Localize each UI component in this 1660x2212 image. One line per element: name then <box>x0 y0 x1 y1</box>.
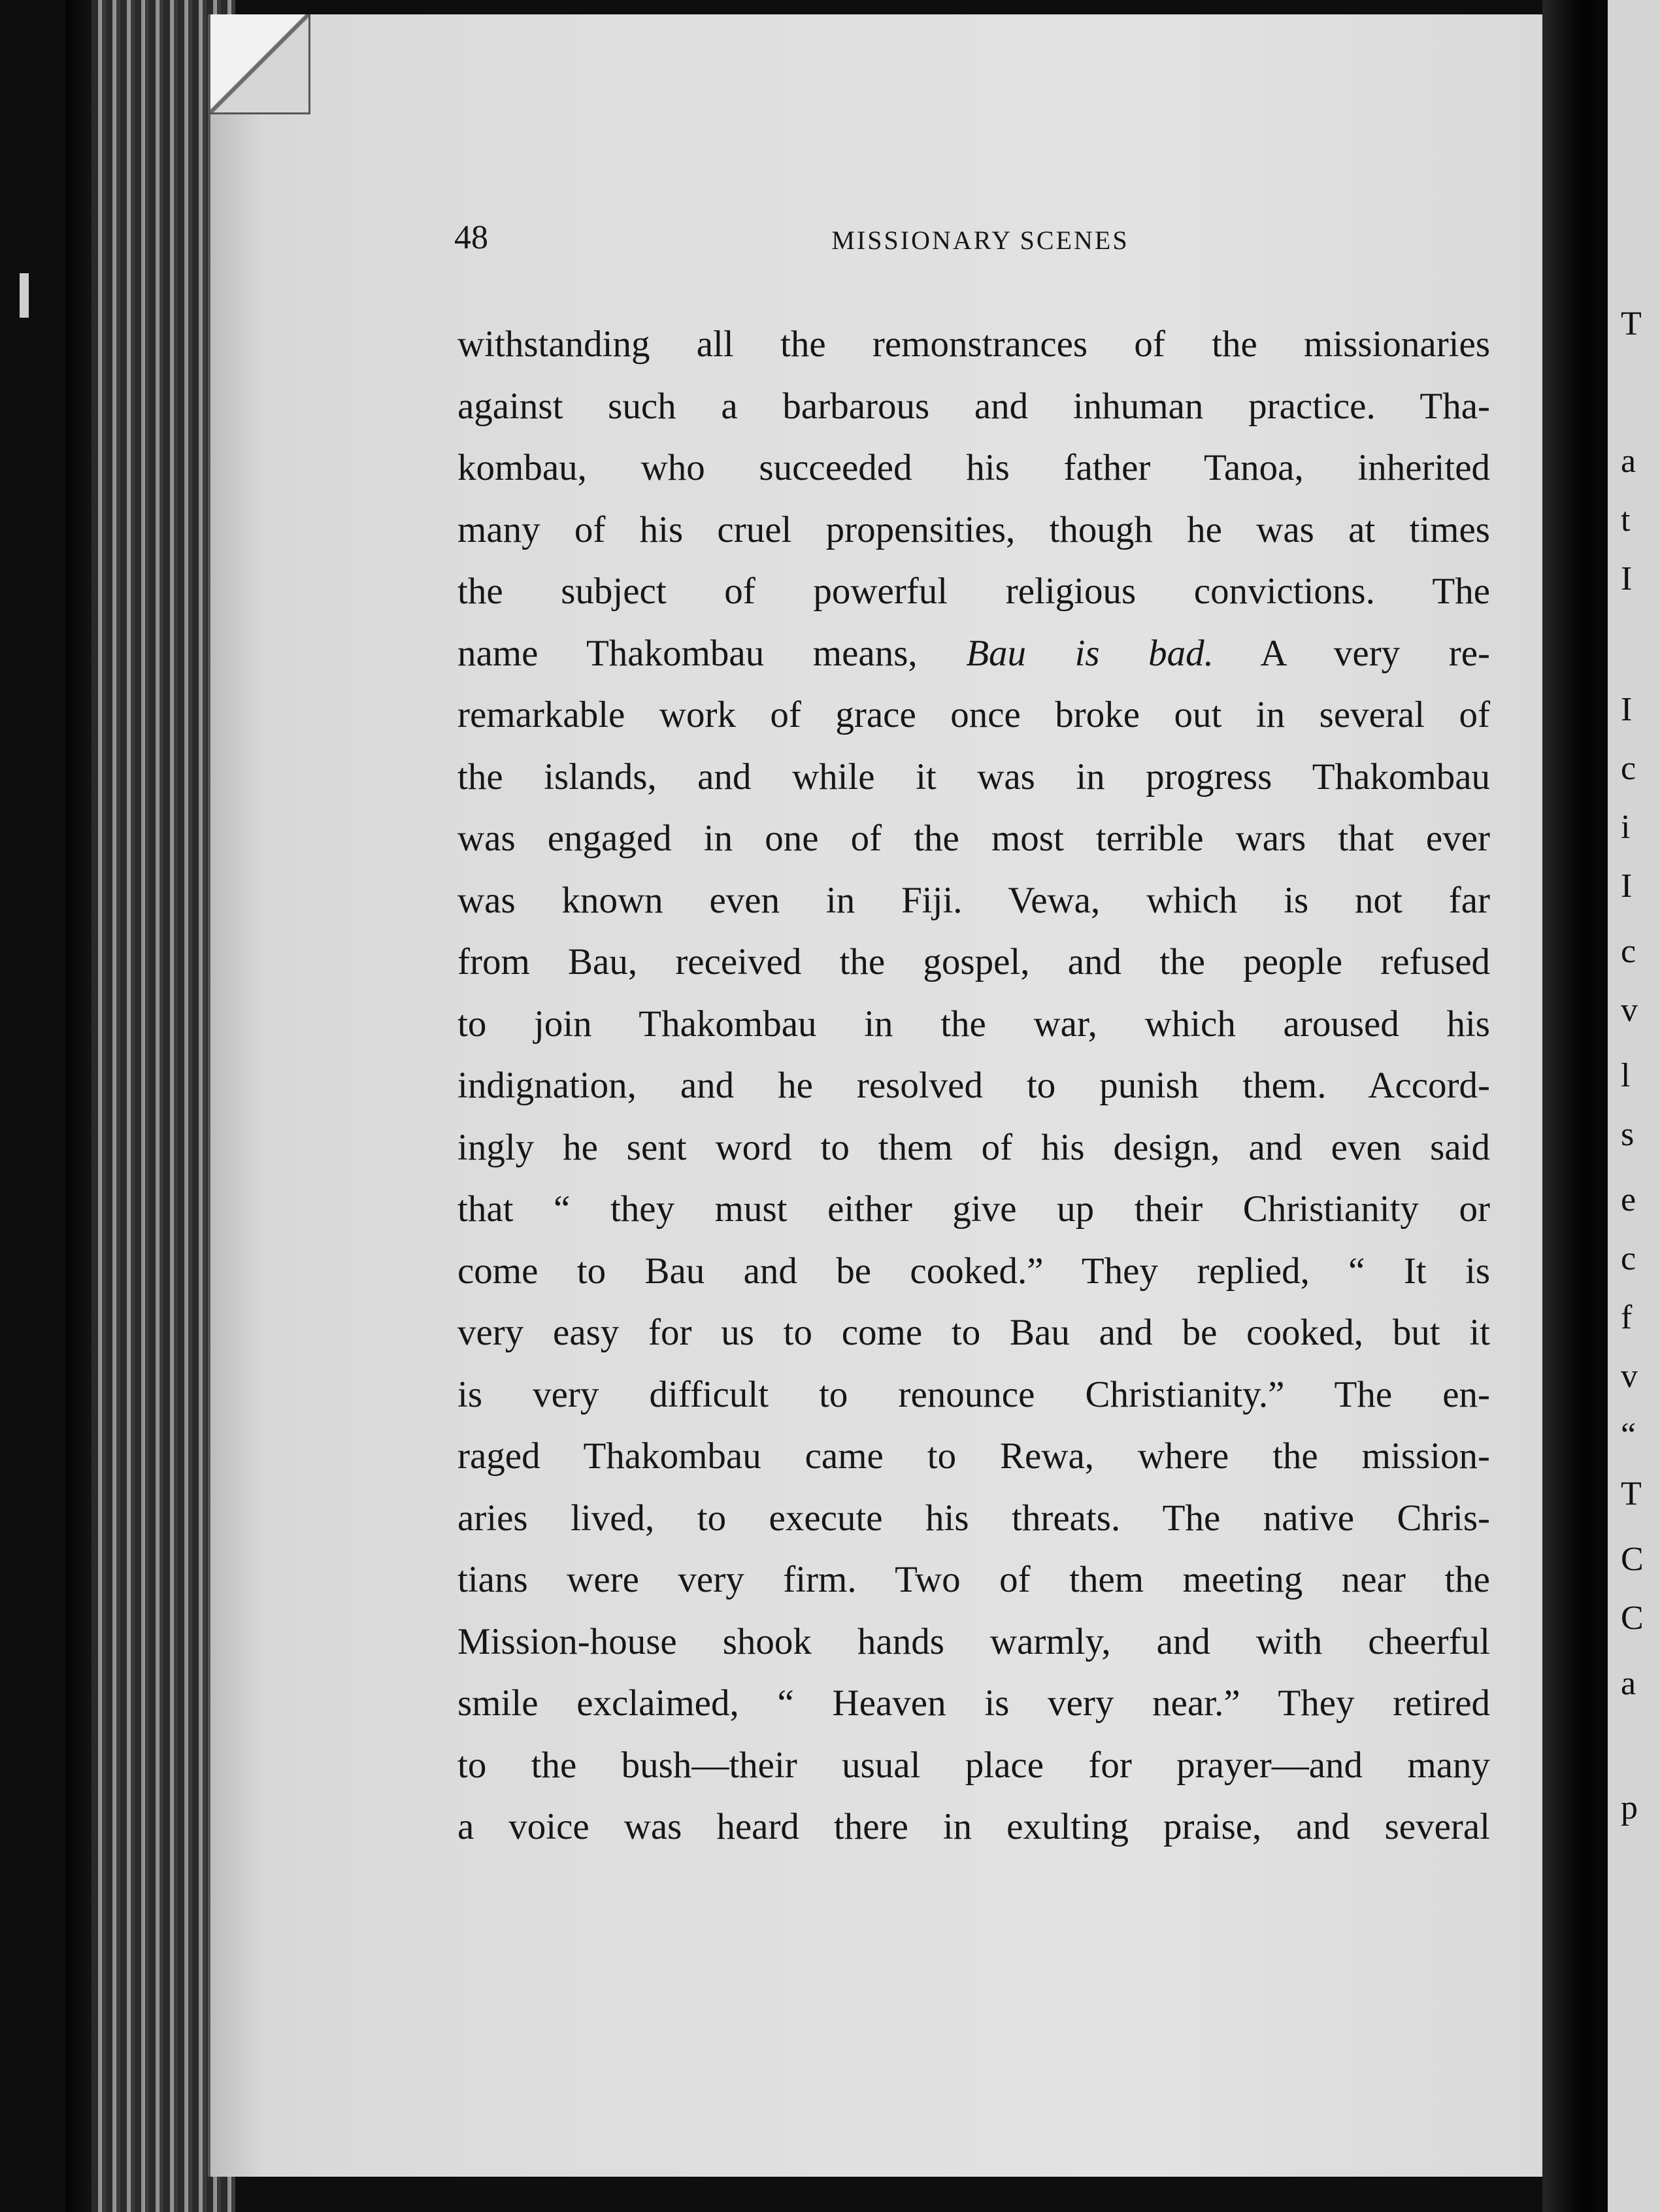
running-head <box>454 218 1480 271</box>
text-line: the islands, and while it was in progress Thakombau <box>457 756 1490 797</box>
text-line: against such a barbarous and inhuman practice. Tha- <box>457 385 1490 427</box>
text-line: tians were very firm. Two of them meeting near the <box>457 1559 1490 1600</box>
text-line: raged Thakombau came to Rewa, where the mission- <box>457 1435 1490 1477</box>
line-segment: A very re- <box>1260 632 1491 674</box>
text-line: from Bau, received the gospel, and the people refused <box>457 941 1490 982</box>
facing-page-letter: C <box>1621 1600 1644 1637</box>
body-text <box>457 314 1490 1858</box>
facing-page-letter: p <box>1621 1789 1638 1826</box>
facing-page-letter: I <box>1621 560 1633 597</box>
text-line: that “ they must either give up their Christianity or <box>457 1188 1490 1230</box>
text-line: smile exclaimed, “ Heaven is very near.” They retired <box>457 1683 1490 1724</box>
facing-page-letter: c <box>1621 1240 1636 1277</box>
text-line: very easy for us to come to Bau and be cooked, but it <box>457 1312 1490 1353</box>
facing-page-letter: c <box>1621 750 1636 787</box>
text-line: ingly he sent word to them of his design, and even said <box>457 1126 1490 1168</box>
text-line: to the bush—their usual place for prayer—and many <box>457 1744 1490 1786</box>
facing-page-letter: l <box>1621 1057 1631 1094</box>
facing-page-letter: e <box>1621 1181 1636 1218</box>
facing-page-letter: T <box>1621 1475 1642 1513</box>
book-gutter <box>1542 0 1608 2212</box>
text-line: was engaged in one of the most terrible wars that ever <box>457 818 1490 859</box>
line-segment: name Thakombau means, <box>457 632 918 674</box>
facing-page-letter: T <box>1621 305 1642 343</box>
text-line: a voice was heard there in exulting praise, and several <box>457 1806 1490 1847</box>
page-number: 48 <box>454 219 488 256</box>
facing-page-letter: a <box>1621 443 1636 480</box>
facing-page-letter: I <box>1621 691 1633 728</box>
text-line: remarkable work of grace once broke out in several of <box>457 694 1490 735</box>
text-line: was known even in Fiji. Vewa, which is not far <box>457 879 1490 921</box>
italic-phrase: Bau is bad. <box>966 632 1214 674</box>
text-line: is very difficult to renounce Christianity.” The en- <box>457 1373 1490 1415</box>
facing-page-letter: f <box>1621 1299 1633 1336</box>
text-line: many of his cruel propensities, though he was at times <box>457 509 1490 550</box>
facing-page-edge <box>1608 0 1660 2212</box>
facing-page-letter: C <box>1621 1541 1644 1578</box>
facing-page-letter: v <box>1621 992 1638 1029</box>
text-line: to join Thakombau in the war, which aroused his <box>457 1003 1490 1045</box>
stray-mark <box>20 273 29 318</box>
facing-page-letter: “ <box>1621 1416 1636 1454</box>
text-line: withstanding all the remonstrances of the missionaries <box>457 324 1490 365</box>
facing-page-letter: c <box>1621 933 1636 970</box>
facing-page-letter: t <box>1621 501 1631 539</box>
folded-corner <box>210 14 310 114</box>
text-line: Mission-house shook hands warmly, and with cheerful <box>457 1620 1490 1662</box>
text-line: come to Bau and be cooked.” They replied, “ It is <box>457 1250 1490 1292</box>
text-line: indignation, and he resolved to punish them. Accord- <box>457 1065 1490 1106</box>
facing-page-letter: a <box>1621 1665 1636 1702</box>
running-title: MISSIONARY SCENES <box>831 226 1129 255</box>
facing-page-letter: I <box>1621 867 1633 905</box>
facing-page-letter: s <box>1621 1116 1635 1153</box>
facing-page-letter: v <box>1621 1358 1638 1395</box>
facing-page-letter: i <box>1621 809 1631 846</box>
text-line-italic-phrase <box>457 623 1490 685</box>
text-line: the subject of powerful religious convictions. The <box>457 571 1490 612</box>
text-line: kombau, who succeeded his father Tanoa, inherited <box>457 447 1490 488</box>
text-line: aries lived, to execute his threats. The native Chris- <box>457 1497 1490 1539</box>
